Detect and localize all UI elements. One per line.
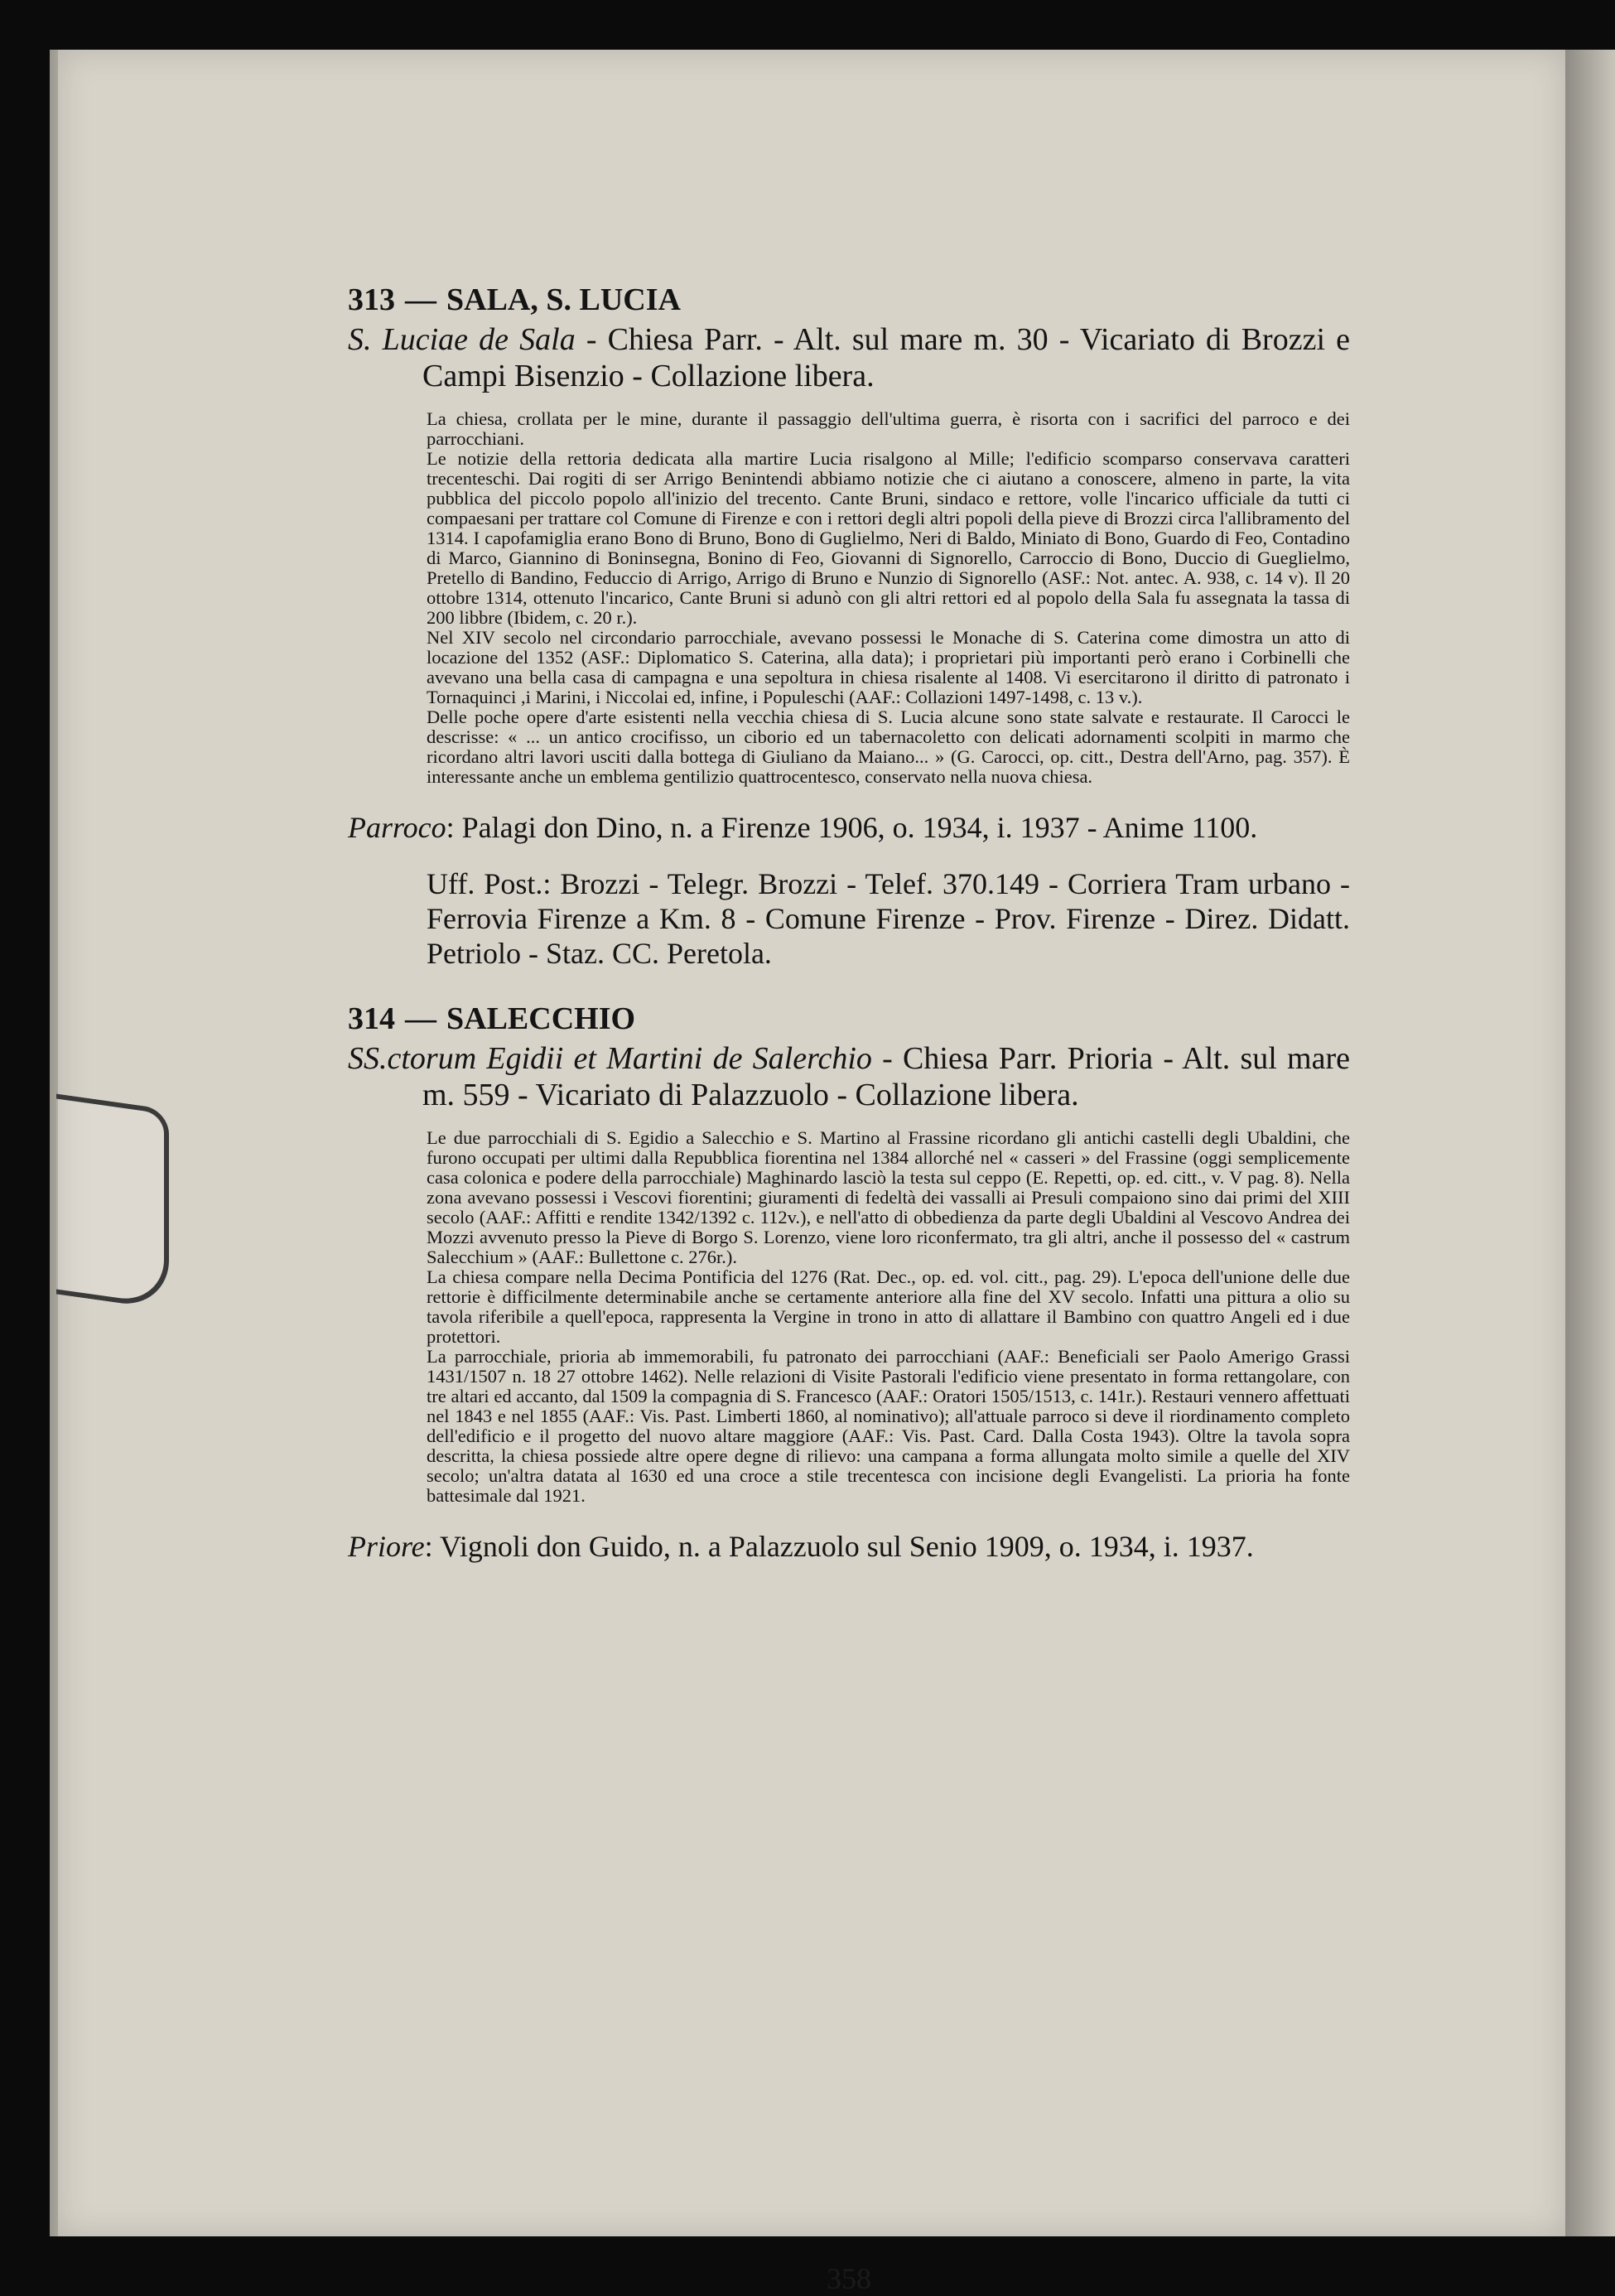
paper-clip [56, 1093, 169, 1310]
body-paragraph: La chiesa compare nella Decima Pontificia del 1276 (Rat. Dec., op. ed. vol. citt., pag. 29). L'epoca dell'unione delle due rettorie è difficilmente determinabile anche se certamente anteriore alla fine del XV secolo. Infatti una pittura a olio su tavola riferibile a quell'epoca, rappresenta la Vergine in trono in atto di allattare il Bambino con quattro Angeli ed i due protettori. [427, 1266, 1350, 1347]
postal-info: Uff. Post.: Brozzi - Telegr. Brozzi - Telef. 370.149 - Corriera Tram urbano - Ferrovia Firenze a Km. 8 - Comune Firenze - Prov. Firenze - Direz. Didatt. Petriolo - Staz. CC. Peretola. [427, 867, 1350, 970]
entry-title: 313 — SALA, S. LUCIA [348, 282, 681, 317]
latin-name: SS.ctorum Egidii et Martini de Salerchio [348, 1041, 872, 1076]
person-role: Parroco [348, 811, 446, 844]
entry-name: SALA, S. LUCIA [446, 282, 681, 317]
person-details: : Vignoli don Guido, n. a Palazzuolo sul Senio 1909, o. 1934, i. 1937. [424, 1530, 1254, 1563]
parish-priest [348, 810, 1350, 845]
entry-header [348, 321, 1350, 394]
latin-name: S. Luciae de Sala [348, 322, 576, 357]
prior [348, 1529, 1350, 1564]
entry-name: SALECCHIO [446, 1001, 636, 1036]
body-paragraph: Le due parrocchiali di S. Egidio a Salecchio e S. Martino al Frassine ricordano gli antichi castelli degli Ubaldini, che furono occupati per ultimi dalla Repubblica fiorentina nel 1384 allorché nel « casseri » del Frassine (oggi semplicemente casa colonica e podere della parrocchiale) Maghinardo lasciò la testa sul ceppo (E. Repetti, op. ed. citt., v. V pag. 8). Nella zona avevano possessi i Vescovi fiorentini; giuramenti di fedeltà dei vassalli ai Presuli compaiono sino dai primi del XIII secolo (AAF.: Affitti e rendite 1342/1392 c. 112v.), e nell'atto di obbedienza da parte degli Ubaldini al Vescovo Andrea dei Mozzi avvenuto presso la Pieve di Borgo S. Lorenzo, viene loro riconfermato, tra gli altri, anche il possesso del « castrum Salecchium » (AAF.: Bullettone c. 276r.). [427, 1127, 1350, 1267]
entry-header [348, 1040, 1350, 1113]
body-paragraph: La parrocchiale, prioria ab immemorabili, fu patronato dei parrocchiani (AAF.: Beneficiali ser Paolo Amerigo Grassi 1431/1507 n. 18 27 ottobre 1462). Nelle relazioni di Visite Pastorali l'edificio viene presentato in forma rettangolare, con tre altari ed accanto, dal 1509 la compagnia di S. Francesco (AAF.: Oratori 1505/1513, c. 141r.). Restauri vennero affettuati nel 1843 e nel 1855 (AAF.: Vis. Past. Limberti 1860, al nominativo); all'attuale parroco si deve il riordinamento completo dell'edificio e il progetto del nuovo altare maggiore (AAF.: Vis. Past. Card. Dalla Costa 1943). Oltre la tavola sopra descritta, la chiesa possiede altre opere degne di rilievo: una campana a forma allungata molto simile a quelle del XIV secolo; un'altra datata al 1630 ed una croce a stile trecentesca con incisione degli Evangelisti. La prioria ha fonte battesimale dal 1921. [427, 1346, 1350, 1506]
person-details: : Palagi don Dino, n. a Firenze 1906, o. 1934, i. 1937 - Anime 1100. [446, 811, 1258, 844]
entry-number: 313 [348, 282, 395, 317]
body-paragraph: La chiesa, crollata per le mine, durante il passaggio dell'ultima guerra, è risorta con i sacrifici del parroco e dei parrocchiani. [427, 408, 1350, 449]
page-content [348, 282, 1350, 2295]
body-paragraph: Le notizie della rettoria dedicata alla martire Lucia risalgono al Mille; l'edificio scomparso conservava caratteri trecenteschi. Dai rogiti di ser Arrigo Benintendi abbiamo notizie che ci aiutano a conoscere, almeno in parte, la vita pubblica del piccolo popolo all'inizio del trecento. Cante Bruni, sindaco e rettore, volle l'incarico ufficiale da tutti ci compaesani per trattare col Comune di Firenze e con i rettori degli altri popoli della pieve di Brozzi circa l'allibramento del 1314. I capofamiglia erano Bono di Bruno, Bono di Guglielmo, Neri di Baldo, Miniato di Bono, Guardo di Feo, Contadino di Marco, Giannino di Boninsegna, Bonino di Feo, Giovanni di Signorello, Carroccio di Bono, Duccio di Gueglielmo, Pretello di Bandino, Feduccio di Arrigo, Arrigo di Bruno e Nunzio di Signorello (ASF.: Not. antec. A. 938, c. 14 v). Il 20 ottobre 1314, ottenuto l'incarico, Cante Bruni si adunò con gli altri rettori ed al popolo della Sala fu assegnata la tassa di 200 libbre (Ibidem, c. 20 r.). [427, 448, 1350, 628]
next-page-edge [1565, 50, 1615, 2236]
body-paragraph: Nel XIV secolo nel circondario parrocchiale, avevano possessi le Monache di S. Caterina come dimostra un atto di locazione del 1352 (ASF.: Diplomatico S. Caterina, alla data); i proprietari più importanti però erano i Corbinelli che avevano una bella casa di campagna e una sepoltura in chiesa risalente al 1408. Vi esercitarono il diritto di patronato i Tornaquinci ,i Marini, i Niccolai ed, infine, i Populeschi (AAF.: Collazioni 1497-1498, c. 13 v.). [427, 627, 1350, 707]
body-paragraph: Delle poche opere d'arte esistenti nella vecchia chiesa di S. Lucia alcune sono state salvate e restaurate. Il Carocci le descrisse: « ... un antico crocifisso, un ciborio ed un tabernacoletto con delicati adornamenti scolpiti in marmo che ricordano altri lavori usciti dalla bottega di Giuliano da Maiano... » (G. Carocci, op. citt., Destra dell'Arno, pag. 357). È interessante anche un emblema gentilizio quattrocentesco, conservato nella nuova chiesa. [427, 707, 1350, 787]
entry-title: 314 — SALECCHIO [348, 1001, 636, 1036]
person-role: Priore [348, 1530, 425, 1563]
entry-number: 314 [348, 1001, 395, 1036]
entry-314 [348, 1001, 1350, 1564]
header-details: - Chiesa Parr. - Alt. sul mare m. 30 - Vicariato di Brozzi e Campi Bisenzio - Collazione libera. [422, 322, 1350, 393]
entry-body [427, 1128, 1350, 1506]
header-details: - Chiesa Parr. Prioria - Alt. sul mare m. 559 - Vicariato di Palazzuolo - Collazione libera. [422, 1041, 1350, 1112]
page-number: 358 [827, 2262, 871, 2295]
entry-313 [348, 282, 1350, 971]
entry-body [427, 409, 1350, 787]
